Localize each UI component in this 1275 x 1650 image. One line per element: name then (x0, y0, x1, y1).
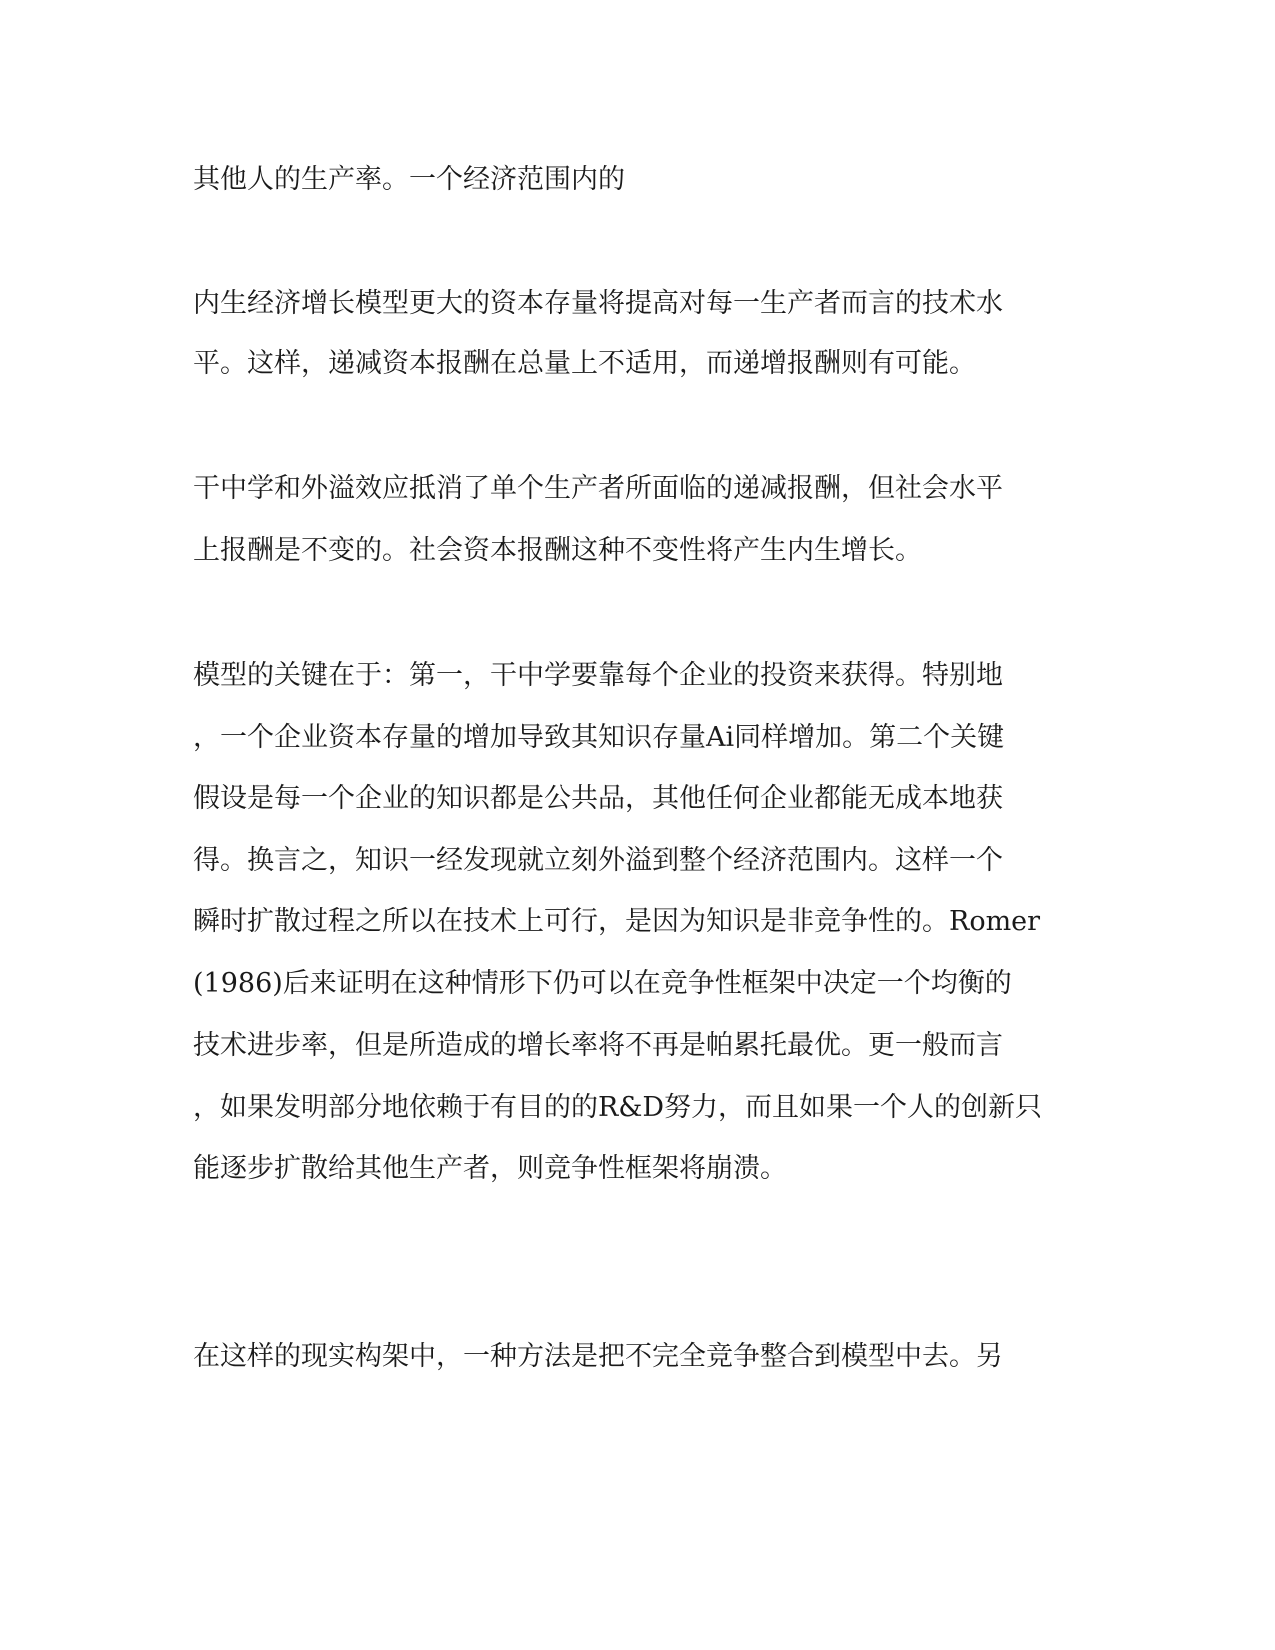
paragraph-1-line-1: 其他人的生产率。一个经济范围内的 (193, 164, 625, 195)
paragraph-4-line-5: 瞬时扩散过程之所以在技术上可行，是因为知识是非竞争性的。Romer (193, 906, 1041, 937)
paragraph-4-line-1: 模型的关键在于：第一，干中学要靠每个企业的投资来获得。特别地 (193, 660, 1003, 691)
paragraph-4-line-6: (1986)后来证明在这种情形下仍可以在竞争性框架中决定一个均衡的 (193, 968, 1012, 999)
paragraph-4-line-4: 得。换言之，知识一经发现就立刻外溢到整个经济范围内。这样一个 (193, 845, 1003, 876)
paragraph-4-line-7: 技术进步率，但是所造成的增长率将不再是帕累托最优。更一般而言 (193, 1030, 1003, 1061)
paragraph-3-line-1: 干中学和外溢效应抵消了单个生产者所面临的递减报酬，但社会水平 (193, 473, 1003, 504)
paragraph-4-line-2: ，一个企业资本存量的增加导致其知识存量Ai同样增加。第二个关键 (193, 722, 1005, 753)
paragraph-4-line-3: 假设是每一个企业的知识都是公共品，其他任何企业都能无成本地获 (193, 783, 1003, 814)
paragraph-2-line-2: 平。这样，递减资本报酬在总量上不适用，而递增报酬则有可能。 (193, 348, 976, 379)
paragraph-4-line-8: ，如果发明部分地依赖于有目的的R&D努力，而且如果一个人的创新只 (193, 1092, 1043, 1123)
paragraph-3-line-2: 上报酬是不变的。社会资本报酬这种不变性将产生内生增长。 (193, 535, 922, 566)
paragraph-2-line-1: 内生经济增长模型更大的资本存量将提高对每一生产者而言的技术水 (193, 288, 1003, 319)
paragraph-5-line-1: 在这样的现实构架中，一种方法是把不完全竞争整合到模型中去。另 (193, 1341, 1003, 1372)
paragraph-4-line-9: 能逐步扩散给其他生产者，则竞争性框架将崩溃。 (193, 1153, 787, 1184)
